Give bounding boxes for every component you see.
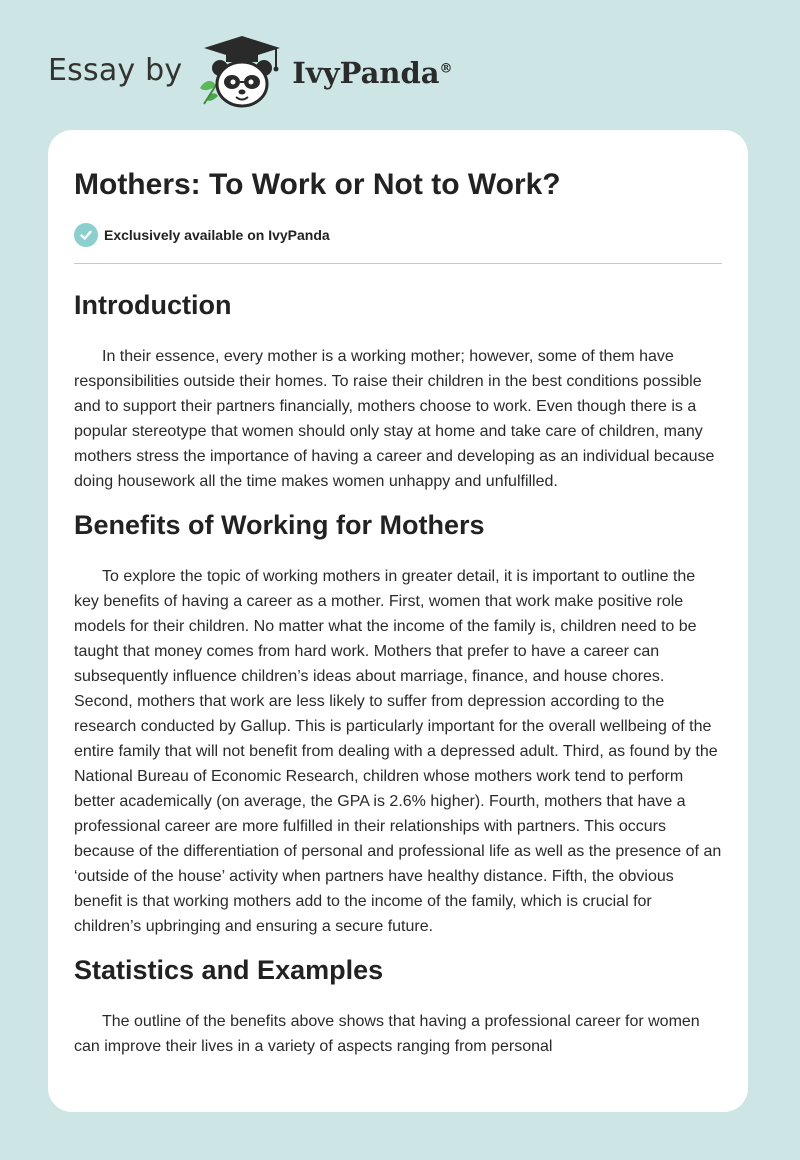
essay-title: Mothers: To Work or Not to Work? [74,168,561,201]
panda-graduate-icon [196,34,288,110]
title-divider [74,263,722,264]
section-paragraph: In their essence, every mother is a working mother; however, some of them have responsibilities outside their homes. To raise their children in the best conditions possible and to support their partners financially, mothers choose to work. Even though there is a popular stereotype that women should only stay at home and take care of children, many mothers stress the importance of having a career and developing as an individual because doing housework all the time makes women unhappy and unfulfilled. [74,348,715,490]
brand-header [48,34,453,110]
exclusive-badge [74,222,722,248]
section-benefits [74,508,722,939]
brand-prefix: Essay by [48,52,183,88]
exclusive-badge-label: Exclusively available on IvyPanda [104,227,330,243]
section-paragraph: To explore the topic of working mothers in greater detail, it is important to outline the key benefits of having a career as a mother. First, women that work make positive role models for their children. No matter what the income of the family is, children need to be taught that money comes from hard work. Mothers that prefer to have a career can subsequently influence children’s ideas about marriage, finance, and house chores. Second, mothers that work are less likely to suffer from depression according to the research conducted by Gallup. This is particularly important for the overall wellbeing of the entire family that will not benefit from dealing with a depressed adult. Third, as found by the National Bureau of Economic Research, children whose mothers work tend to perform better academically (on average, the GPA is 2.6% higher). Fourth, mothers that have a professional career are more fulfilled in their relationships with partners. This occurs because of the differentiation of personal and professional life as well as the presence of an ‘outside of the house’ activity when partners have healthy distance. Fifth, the obvious benefit is that working mothers add to the income of the family, which is crucial for children’s upbringing and ensuring a secure future. [74,568,722,935]
section-paragraph: The outline of the benefits above shows that having a professional career for women can improve their lives in a variety of aspects ranging from personal [74,1013,700,1055]
section-heading: Introduction [74,290,232,320]
section-heading: Statistics and Examples [74,955,384,985]
section-statistics [74,953,722,1059]
essay-card [48,130,748,1112]
section-introduction [74,288,722,494]
section-heading: Benefits of Working for Mothers [74,510,485,540]
check-circle-icon [74,223,98,247]
brand-name: IvyPanda® [292,56,453,90]
